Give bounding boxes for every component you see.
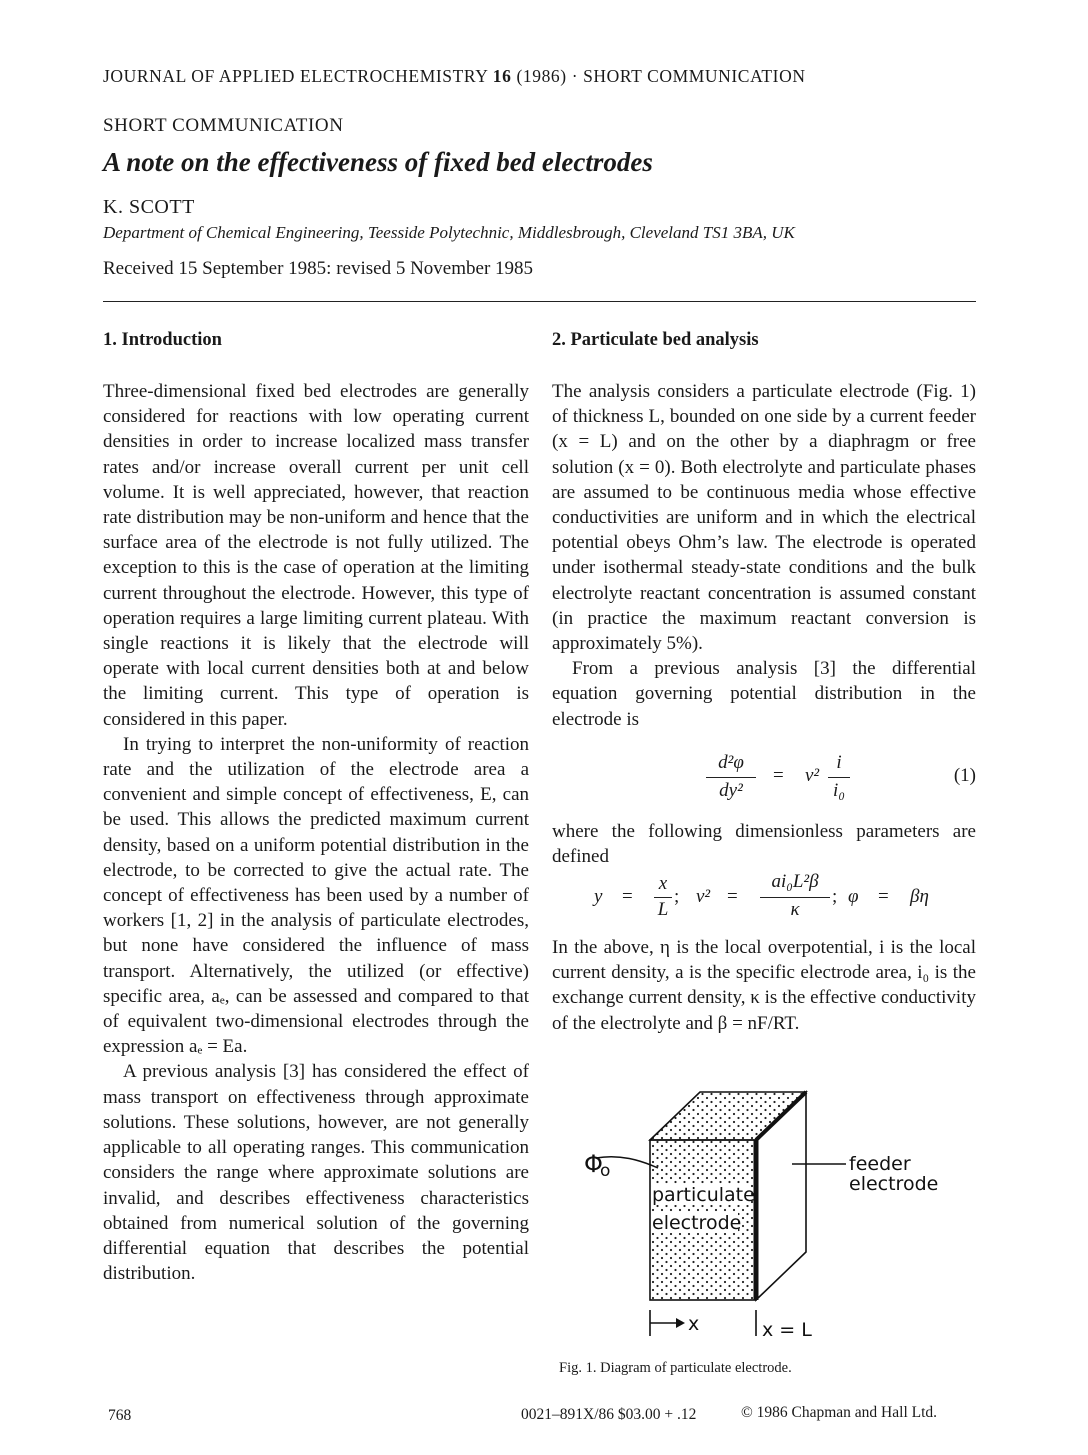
- intro-paragraph-1: Three-dimensional fixed bed electrodes are generally considered for reactions with low operating current densities in order to increase localized mass transfer rates and/or increase overall current per unit cell volume. It is well appreciated, however, that reaction rate distribution may be non-uniform and hence that the surface area of the electrode is not fully utilized. The exception to this is the case of operation at the limiting current throughout the electrode. However, this type of operation requires a large limiting current plateau. With single reactions it is likely that the electrode will operate with local current densities both at and below the limiting current. This type of operation is considered in this paper.: [103, 381, 529, 730]
- bed-paragraph-1: The analysis considers a particulate electrode (Fig. 1) of thickness L, bounded on one side by a current feeder (x = L) and on the other by a diaphragm or free solution (x = 0). Both electrolyte and particulate phases are assumed to be continuous media whose effective conductivities are uniform and in which the electrical potential obeys Ohm’s law. The electrode is operated under isothermal steady-state conditions and the bulk electrolyte reactant concentration is assumed constant (in practice the maximum reactant conversion is approximately 5%).: [552, 381, 976, 655]
- phi-zero-subscript: o: [600, 1161, 611, 1181]
- eq1-v-squared: v²: [805, 765, 820, 786]
- bed-paragraph-3: where the following dimensionless parameters are defined: [552, 821, 976, 868]
- eq1-i: i: [836, 752, 842, 773]
- copyright-notice: © 1986 Chapman and Hall Ltd.: [741, 1404, 938, 1421]
- page-number: 768: [108, 1407, 132, 1424]
- paper-title: A note on the effectiveness of fixed bed electrodes: [103, 147, 653, 177]
- eq1-equals: =: [773, 765, 784, 786]
- param-kappa: κ: [790, 899, 800, 920]
- electrode-label: electrode: [652, 1212, 742, 1234]
- param-beta-eta: βη: [910, 886, 929, 907]
- intro-paragraph-3: A previous analysis [3] has considered the effect of mass transport on effectiveness through approximate solutions. These solutions, however, are not generally applicable to all operating ranges. This communication considers the range where approximate solutions are invalid, and describes effectiveness characteristics obtained from numerical solution of the governing differential equation that describes the potential distribution.: [103, 1061, 529, 1285]
- eq1-label: (1): [953, 765, 976, 786]
- running-head: [103, 66, 806, 87]
- x-equals-L-label: x = L: [762, 1319, 812, 1341]
- feeder-label: feeder: [849, 1153, 911, 1175]
- received-date: Received 15 September 1985: revised 5 November 1985: [103, 258, 534, 279]
- param-x: x: [658, 873, 668, 894]
- param-bar-2: [760, 897, 830, 898]
- header-rule: [103, 301, 976, 302]
- bed-paragraph-2: From a previous analysis [3] the differential equation governing potential distribution in the electrode is: [552, 658, 976, 730]
- intro-paragraph-2: In trying to interpret the non-uniformity of reaction rate and the utilization of the electrode area a convenient and simple concept of effectiveness, E, can be used. This allows the predicted maximum current density, based on a uniform potential distribution in the electrode, to be corrected to give the actual rate. The concept of effectiveness has been used by a number of workers [1, 2] in the analysis of particulate electrodes, but none have considered the influence of mass transport. Alternatively, the utilized (or effective) specific area, aₑ, can be assessed and compared to that of equivalent two-dimensional electrodes through the expression aₑ = Ea.: [103, 733, 529, 1058]
- param-numerator: ai₀L²β: [771, 871, 819, 892]
- x-arrow-head: [676, 1318, 685, 1328]
- right-column-mid: [552, 819, 976, 869]
- right-column-bottom: [552, 935, 976, 1036]
- section-label: SHORT COMMUNICATION: [103, 115, 344, 136]
- year-section: (1986) · SHORT COMMUNICATION: [511, 66, 806, 86]
- particulate-electrode-figure: [570, 1080, 970, 1350]
- author-name: K. SCOTT: [103, 196, 195, 218]
- eq1-i0: i₀: [833, 780, 845, 801]
- volume-number: 16: [492, 66, 512, 86]
- bed-analysis-heading: 2. Particulate bed analysis: [552, 330, 759, 350]
- feeder-electrode-label: electrode: [849, 1173, 939, 1195]
- eq1-numerator: d²φ: [718, 752, 744, 773]
- param-eq-2: =: [727, 886, 738, 907]
- bed-paragraph-4: In the above, η is the local overpotential, i is the local current density, a is the specific electrode area, i₀ is the exchange current density, κ is the effective conductivity of the electrolyte and β = nF/RT.: [552, 937, 976, 1034]
- param-L: L: [657, 899, 669, 920]
- article-code: 0021–891X/86 $03.00 + .12: [521, 1406, 697, 1423]
- equation-1: [700, 752, 976, 816]
- phi-zero-label: Φ: [584, 1150, 603, 1178]
- param-phi: φ: [848, 886, 859, 907]
- param-sep-2: ;: [832, 886, 838, 907]
- parameter-definitions: [594, 871, 954, 927]
- journal-name: JOURNAL OF APPLIED ELECTROCHEMISTRY: [103, 66, 493, 86]
- param-bar-1: [654, 897, 672, 898]
- affiliation: Department of Chemical Engineering, Teesside Polytechnic, Middlesbrough, Cleveland TS1 3BA, UK: [103, 223, 795, 242]
- particulate-label: particulate: [652, 1184, 755, 1206]
- param-eq-3: =: [878, 886, 889, 907]
- x-label: x: [688, 1313, 700, 1335]
- intro-heading: 1. Introduction: [103, 330, 222, 350]
- param-sep-1: ;: [674, 886, 680, 907]
- left-column: [103, 379, 529, 1286]
- param-y: y: [594, 886, 603, 907]
- eq1-denominator: dy²: [719, 780, 743, 801]
- eq1-fraction-bar: [706, 777, 756, 778]
- param-eq-1: =: [622, 886, 633, 907]
- eq1-bar-2: [828, 777, 850, 778]
- right-column-top: [552, 379, 976, 732]
- figure-caption: Fig. 1. Diagram of particulate electrode.: [559, 1360, 792, 1376]
- param-v2: v²: [696, 886, 711, 907]
